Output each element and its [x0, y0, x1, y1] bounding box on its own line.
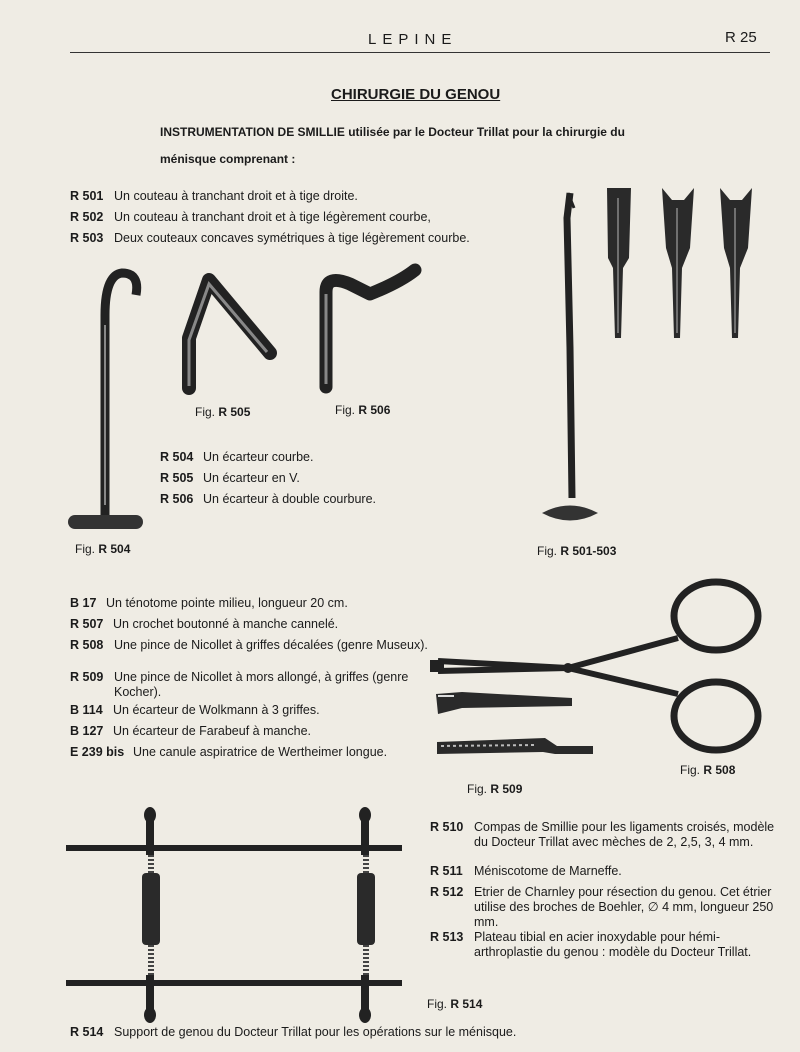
item-code: R 505	[160, 471, 194, 485]
list-item	[70, 189, 358, 204]
item-text: Etrier de Charnley pour résection du genou. Cet étrier utilise des broches de Boehler, ∅ 4 mm, longueur 250 mm.	[474, 885, 774, 929]
list-item	[70, 703, 420, 718]
retractor-r504-illustration	[60, 265, 150, 535]
knife-concave-blade-right-illustration	[718, 188, 754, 343]
intro-text: INSTRUMENTATION DE SMILLIE utilisée par le Docteur Trillat pour la chirurgie du ménisque comprenant :	[160, 125, 625, 166]
list-item	[430, 930, 784, 960]
brand-title: LEPINE	[368, 31, 458, 48]
item-code: R 510	[430, 820, 464, 834]
item-text: Un crochet boutonné à manche cannelé.	[113, 617, 339, 631]
item-text: Un couteau à tranchant droit et à tige légèrement courbe,	[114, 210, 431, 224]
item-code: R 513	[430, 930, 464, 944]
item-code: E 239 bis	[70, 745, 125, 759]
item-code: R 504	[160, 450, 194, 464]
figure-caption-r509: Fig. R 509	[467, 782, 523, 796]
item-text: Support de genou du Docteur Trillat pour les opérations sur le ménisque.	[114, 1025, 517, 1039]
item-code: B 114	[70, 703, 103, 717]
item-text: Un ténotome pointe milieu, longueur 20 cm.	[106, 596, 348, 610]
item-code: B 127	[70, 724, 104, 738]
list-item	[70, 638, 444, 653]
item-text: Compas de Smillie pour les ligaments croisés, modèle du Docteur Trillat avec mèches de 2, 2,5, 3, 4 mm.	[474, 820, 775, 849]
footer-item	[70, 1025, 770, 1040]
retractor-r506-illustration	[310, 262, 430, 392]
item-text: Une pince de Nicollet à mors allongé, à griffes (genre Kocher).	[114, 670, 409, 699]
list-item	[70, 745, 420, 760]
item-code: R 514	[70, 1025, 104, 1039]
list-item	[70, 596, 420, 611]
list-item	[70, 210, 431, 225]
list-item	[70, 231, 470, 246]
header-rule	[70, 52, 770, 53]
item-text: Méniscotome de Marneffe.	[474, 864, 622, 878]
figure-caption-r504: Fig. R 504	[75, 542, 131, 556]
knife-concave-blade-left-illustration	[660, 188, 696, 343]
figure-caption-r514: Fig. R 514	[427, 997, 483, 1011]
figure-caption-r506: Fig. R 506	[335, 403, 391, 417]
item-text: Un écarteur à double courbure.	[203, 492, 377, 506]
item-code: R 502	[70, 210, 104, 224]
list-item	[430, 864, 740, 879]
item-code: R 509	[70, 670, 104, 684]
item-code: R 506	[160, 492, 194, 506]
item-text: Un écarteur courbe.	[203, 450, 314, 464]
knife-long-illustration	[530, 188, 610, 533]
item-code: R 511	[430, 864, 463, 878]
page-number: R 25	[725, 29, 757, 46]
figure-caption-r505: Fig. R 505	[195, 405, 251, 419]
item-text: Plateau tibial en acier inoxydable pour hémi-arthroplastie du genou : modèle du Docteur Trillat.	[474, 930, 752, 959]
item-code: R 501	[70, 189, 104, 203]
item-code: R 512	[430, 885, 464, 899]
item-code: B 17	[70, 596, 97, 610]
knee-support-illustration	[60, 805, 410, 1025]
item-text: Une canule aspiratrice de Wertheimer longue.	[133, 745, 388, 759]
item-code: R 507	[70, 617, 104, 631]
figure-caption-r508: Fig. R 508	[680, 763, 736, 777]
list-item	[160, 471, 300, 486]
item-text: Une pince de Nicollet à griffes décalées (genre Museux).	[114, 638, 428, 652]
section-title: CHIRURGIE DU GENOU	[331, 86, 501, 103]
figure-caption-r501-503: Fig. R 501-503	[537, 544, 617, 558]
item-text: Un écarteur de Farabeuf à manche.	[113, 724, 312, 738]
engraved-brand: LEPINE	[533, 665, 555, 671]
list-item	[70, 670, 444, 700]
item-text: Un couteau à tranchant droit et à tige droite.	[114, 189, 358, 203]
retractor-r505-illustration	[175, 268, 285, 398]
item-text: Un écarteur en V.	[203, 471, 300, 485]
item-code: R 503	[70, 231, 104, 245]
list-item	[430, 885, 784, 930]
forceps-jaw-detail-upper-illustration	[432, 684, 582, 724]
list-item	[430, 820, 784, 850]
item-text: Un écarteur de Wolkmann à 3 griffes.	[113, 703, 320, 717]
forceps-jaw-detail-lower-illustration	[435, 732, 595, 762]
list-item	[160, 450, 313, 465]
list-item	[160, 492, 376, 507]
list-item	[70, 724, 420, 739]
list-item	[70, 617, 420, 632]
knife-straight-blade-illustration	[605, 188, 635, 343]
item-code: R 508	[70, 638, 104, 652]
item-text: Deux couteaux concaves symétriques à tige légèrement courbe.	[114, 231, 470, 245]
